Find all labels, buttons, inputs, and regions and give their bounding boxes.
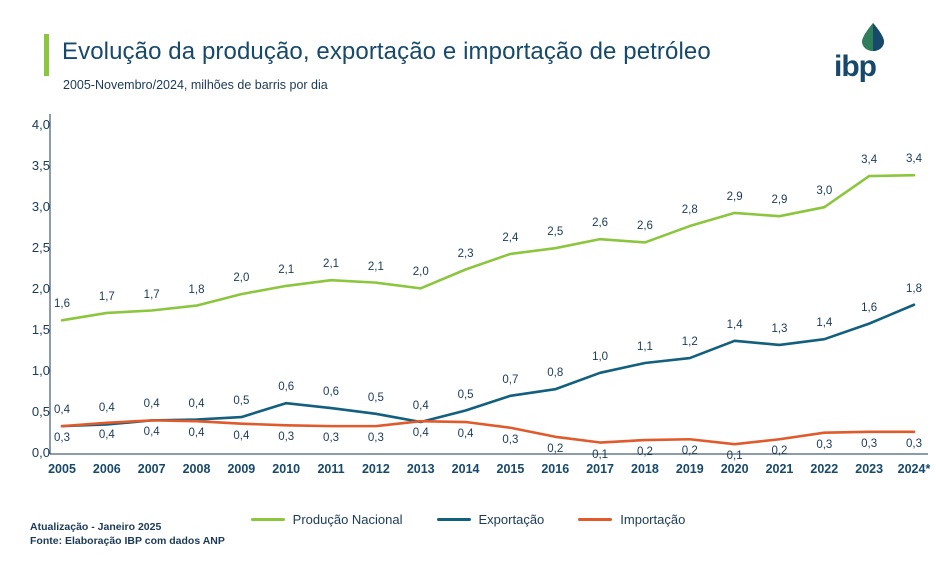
data-point-label: 2,5 xyxy=(547,226,564,239)
x-tick-label: 2020 xyxy=(720,462,749,476)
data-point-label: 2,0 xyxy=(233,272,250,285)
y-tick-label: 2,0 xyxy=(31,281,50,296)
legend-label: Importação xyxy=(620,511,686,527)
legend-swatch xyxy=(437,518,471,521)
data-point-label: 0,4 xyxy=(412,400,429,413)
data-point-label: 0,1 xyxy=(726,450,743,463)
data-point-label: 1,6 xyxy=(861,301,878,314)
data-point-label: 2,4 xyxy=(502,231,519,244)
data-point-label: 3,4 xyxy=(906,153,922,166)
data-point-label: 0,4 xyxy=(457,428,474,441)
data-point-label: 1,2 xyxy=(681,336,698,349)
data-point-label: 0,3 xyxy=(323,432,340,445)
x-tick-label: 2008 xyxy=(182,462,211,476)
legend-item[interactable] xyxy=(251,512,403,527)
x-tick-label: 2013 xyxy=(406,462,435,476)
data-point-label: 0,4 xyxy=(54,404,70,417)
x-tick-label: 2015 xyxy=(496,462,525,476)
data-point-label: 1,7 xyxy=(98,290,115,303)
data-point-label: 0,8 xyxy=(547,367,564,380)
y-tick-label: 1,5 xyxy=(31,322,50,337)
legend-label: Produção Nacional xyxy=(292,511,403,527)
x-tick-label: 2011 xyxy=(317,462,345,476)
data-point-label: 0,4 xyxy=(412,427,429,440)
data-point-label: 0,6 xyxy=(323,386,340,399)
data-point-label: 0,7 xyxy=(502,373,519,386)
data-point-label: 0,3 xyxy=(906,437,922,450)
footer-source: Fonte: Elaboração IBP com dados ANP xyxy=(30,535,225,547)
legend-swatch xyxy=(251,518,285,521)
data-point-label: 0,5 xyxy=(233,395,250,408)
x-tick-label: 2010 xyxy=(272,462,301,476)
y-tick-label: 3,5 xyxy=(31,158,50,173)
data-point-label: 0,4 xyxy=(233,429,250,442)
y-tick-label: 0,5 xyxy=(31,404,50,419)
data-point-label: 0,4 xyxy=(188,427,205,440)
data-point-label: 0,3 xyxy=(502,433,519,446)
legend-swatch xyxy=(578,518,612,521)
data-point-label: 1,3 xyxy=(771,322,788,335)
x-tick-label: 2019 xyxy=(675,462,704,476)
legend-item[interactable] xyxy=(578,512,685,527)
data-point-label: 1,4 xyxy=(726,318,743,331)
data-point-label: 0,1 xyxy=(592,448,609,461)
data-point-label: 0,4 xyxy=(98,428,115,441)
data-point-label: 2,1 xyxy=(278,263,295,276)
chart-header xyxy=(44,26,864,104)
data-point-label: 2,1 xyxy=(323,258,340,271)
data-point-label: 0,3 xyxy=(278,431,295,444)
logo-wordmark: ibp xyxy=(834,50,876,83)
data-point-label: 2,0 xyxy=(412,266,429,279)
title-accent-bar xyxy=(44,34,49,76)
footer-update: Atualização - Janeiro 2025 xyxy=(30,521,162,533)
data-point-label: 0,5 xyxy=(367,391,384,404)
data-point-label: 0,3 xyxy=(816,438,833,451)
data-point-label: 0,2 xyxy=(681,445,698,458)
data-point-label: 0,4 xyxy=(143,426,160,439)
data-point-label: 1,0 xyxy=(592,350,609,363)
data-point-label: 1,6 xyxy=(54,298,70,311)
data-point-label: 1,4 xyxy=(816,317,833,330)
data-point-label: 0,4 xyxy=(98,402,115,415)
x-tick-label: 2012 xyxy=(361,462,390,476)
data-point-label: 2,1 xyxy=(367,260,384,273)
page-subtitle: 2005-Novembro/2024, milhões de barris por dia xyxy=(63,78,328,92)
x-tick-label: 2021 xyxy=(765,462,794,476)
data-point-label: 1,1 xyxy=(636,340,653,353)
legend-label: Exportação xyxy=(478,511,545,527)
x-tick-label: 2022 xyxy=(810,462,839,476)
data-point-label: 2,6 xyxy=(636,220,653,233)
chart-canvas xyxy=(0,110,936,510)
y-tick-label: 3,0 xyxy=(31,199,50,214)
data-point-label: 0,2 xyxy=(547,442,564,455)
chart-footer xyxy=(30,520,225,548)
legend-item[interactable] xyxy=(437,512,545,527)
x-tick-label: 2016 xyxy=(541,462,570,476)
ibp-logo xyxy=(832,22,904,82)
data-point-label: 1,8 xyxy=(188,283,205,296)
x-tick-label: 2009 xyxy=(227,462,256,476)
data-point-label: 0,3 xyxy=(54,432,70,445)
data-point-label: 0,4 xyxy=(143,398,160,411)
y-tick-label: 4,0 xyxy=(31,117,50,132)
data-point-label: 2,6 xyxy=(592,217,609,230)
x-tick-label: 2018 xyxy=(631,462,659,476)
x-tick-label: 2024* xyxy=(897,462,931,476)
data-point-label: 1,7 xyxy=(143,288,160,301)
data-point-label: 0,4 xyxy=(188,397,205,410)
data-point-label: 1,8 xyxy=(906,282,922,295)
x-tick-label: 2023 xyxy=(855,462,884,476)
x-tick-label: 2017 xyxy=(586,462,614,476)
data-point-label: 2,3 xyxy=(457,247,474,260)
data-point-label: 0,5 xyxy=(457,388,474,401)
y-tick-label: 2,5 xyxy=(31,240,50,255)
x-tick-label: 2007 xyxy=(137,462,166,476)
data-point-label: 0,3 xyxy=(367,432,384,445)
x-tick-label: 2006 xyxy=(92,462,121,476)
data-point-label: 2,8 xyxy=(681,204,698,217)
data-point-label: 0,3 xyxy=(861,437,878,450)
x-tick-label: 2014 xyxy=(451,462,480,476)
page-title: Evolução da produção, exportação e importação de petróleo xyxy=(62,38,711,65)
data-point-label: 0,2 xyxy=(771,445,788,458)
data-point-label: 2,9 xyxy=(771,194,788,207)
data-point-label: 3,0 xyxy=(816,185,833,198)
data-point-label: 0,6 xyxy=(278,381,295,394)
data-point-label: 2,9 xyxy=(726,190,743,203)
data-point-label: 3,4 xyxy=(861,154,878,167)
x-tick-label: 2005 xyxy=(48,462,76,476)
data-point-label: 0,2 xyxy=(636,446,653,459)
y-tick-label: 0,0 xyxy=(31,445,50,460)
y-tick-label: 1,0 xyxy=(31,363,50,378)
